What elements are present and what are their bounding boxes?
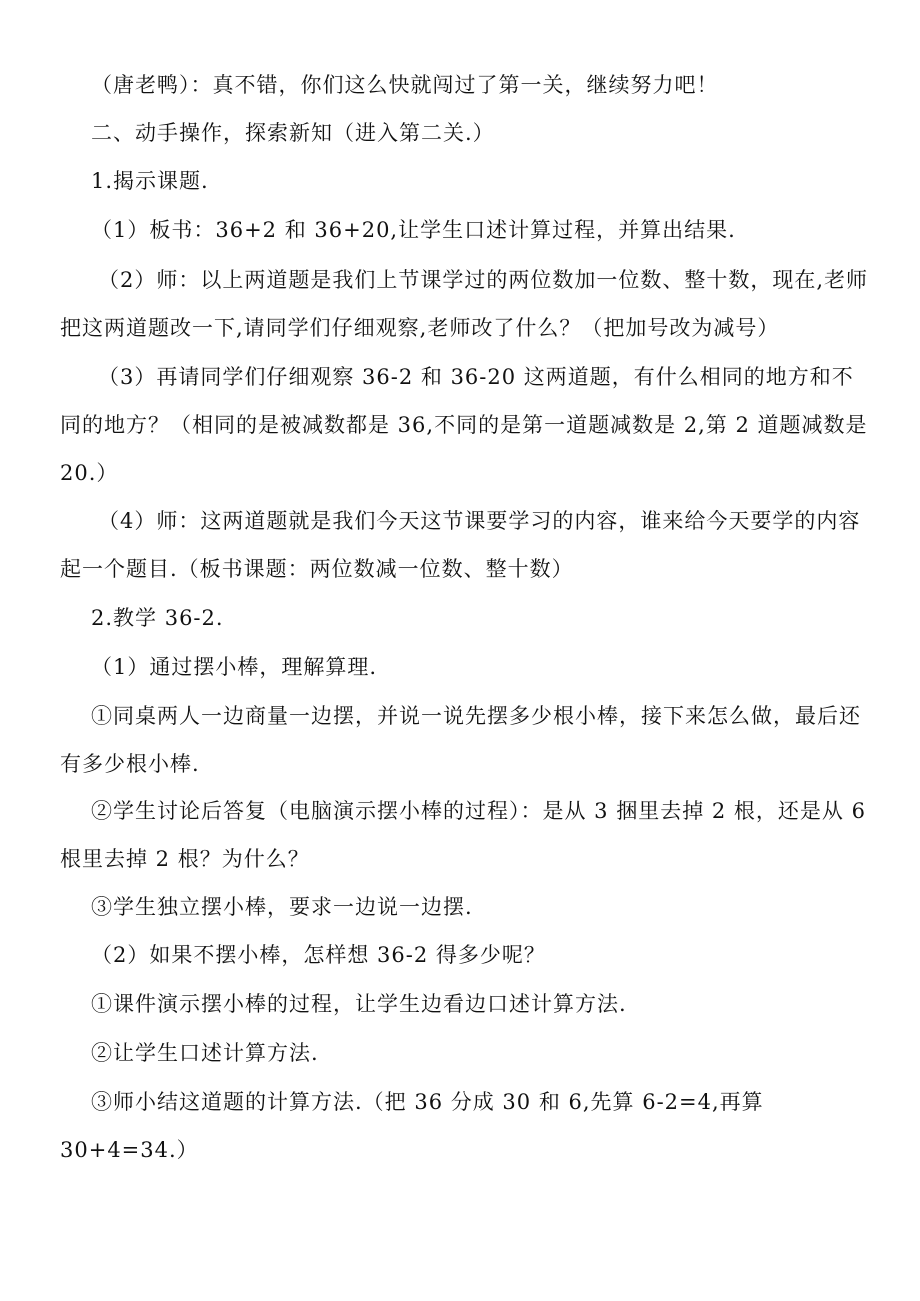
paragraph-item-3: （3）再请同学们仔细观察 36-2 和 36-20 这两道题，有什么相同的地方和不同的地方？（相同的是被减数都是 36,不同的是第一道题减数是 2,第 2 道题减数是 20.） <box>60 365 868 485</box>
paragraph-summary: ③师小结这道题的计算方法.（把 36 分成 30 和 6,先算 6-2=4,再算 30+4=34.） <box>60 1090 764 1162</box>
paragraph-oral-method: ②让学生口述计算方法. <box>91 1041 319 1065</box>
paragraph-tanglaoya: （唐老鸭）：真不错，你们这么快就闯过了第一关，继续努力吧！ <box>91 73 719 97</box>
paragraph-sticks-intro: （1）通过摆小棒，理解算理. <box>91 655 378 679</box>
subheading-reveal-topic: 1.揭示课题. <box>91 169 209 193</box>
paragraph-no-sticks: （2）如果不摆小棒，怎样想 36-2 得多少呢？ <box>91 943 546 967</box>
paragraph-step-1: ①同桌两人一边商量一边摆，并说一说先摆多少根小棒，接下来怎么做，最后还有多少根小棒. <box>60 704 861 776</box>
subheading-teach-36-2: 2.教学 36-2. <box>91 606 224 630</box>
paragraph-item-2: （2）师：以上两道题是我们上节课学过的两位数加一位数、整十数，现在,老师把这两道题改一下,请同学们仔细观察,老师改了什么？（把加号改为减号） <box>60 268 869 340</box>
section-heading-two: 二、动手操作，探索新知（进入第二关.） <box>91 121 495 145</box>
paragraph-item-4: （4）师：这两道题就是我们今天这节课要学习的内容，谁来给今天要学的内容起一个题目.（板书课题：两位数减一位数、整十数） <box>60 509 861 581</box>
paragraph-courseware: ①课件演示摆小棒的过程，让学生边看边口述计算方法. <box>91 992 627 1016</box>
paragraph-item-1: （1）板书：36+2 和 36+20,让学生口述计算过程，并算出结果. <box>91 218 736 242</box>
paragraph-step-3: ③学生独立摆小棒，要求一边说一边摆. <box>91 895 473 919</box>
paragraph-step-2: ②学生讨论后答复（电脑演示摆小棒的过程）：是从 3 捆里去掉 2 根，还是从 6 根里去掉 2 根？为什么？ <box>60 799 866 871</box>
